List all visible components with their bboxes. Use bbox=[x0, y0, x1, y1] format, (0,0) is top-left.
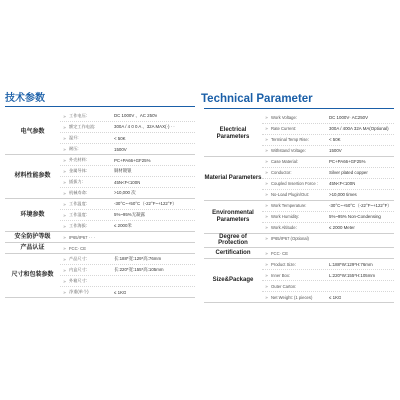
spec-rows bbox=[262, 248, 394, 258]
group-label: Material Parameters bbox=[204, 174, 262, 181]
group-label: Degree of Protection bbox=[218, 233, 248, 247]
bullet-arrow-icon: » bbox=[265, 137, 268, 142]
spec-value: ≤ 1KG bbox=[329, 294, 342, 300]
spec-label: 外箱尺寸: bbox=[69, 278, 87, 283]
spec-label: 耐压: bbox=[69, 146, 79, 151]
group-label: Environmental Parameters bbox=[212, 209, 254, 223]
bullet-arrow-icon: » bbox=[265, 294, 268, 300]
bullet-arrow-icon: » bbox=[265, 181, 268, 186]
spec-label: IP65/IP67 · · · bbox=[69, 234, 96, 240]
spec-row bbox=[60, 132, 195, 143]
bullet-arrow-icon: » bbox=[265, 250, 268, 256]
spec-label: Product Size: bbox=[271, 261, 296, 267]
spec-value: -30°C~+50°C（-22°F~+122°F） bbox=[329, 202, 392, 208]
spec-value: DC 1000V 、AC 250V bbox=[114, 113, 158, 118]
bullet-arrow-icon: » bbox=[63, 234, 66, 240]
bullet-arrow-icon: » bbox=[63, 135, 66, 141]
spec-value: 长:188*宽:129*高:76mm bbox=[114, 256, 162, 261]
spec-rows bbox=[262, 234, 394, 248]
bullet-arrow-icon: » bbox=[265, 214, 268, 219]
spec-label: Work Altitude: bbox=[271, 225, 297, 230]
bullet-arrow-icon: » bbox=[265, 170, 268, 175]
bullet-arrow-icon: » bbox=[63, 157, 66, 163]
spec-rows bbox=[262, 259, 394, 302]
spec-label: 温升: bbox=[69, 135, 79, 140]
spec-value: -30°C~+50°C（-22°F~+122°F） bbox=[114, 201, 177, 206]
spec-label: IP65/IP67 (Optional) bbox=[271, 236, 309, 241]
spec-group bbox=[204, 234, 394, 249]
spec-rows bbox=[60, 199, 195, 231]
spec-groups bbox=[5, 111, 195, 298]
chinese-spec-panel bbox=[5, 94, 195, 298]
spec-row bbox=[60, 176, 195, 187]
spec-label: 金属导体: bbox=[69, 168, 87, 173]
spec-label: Inner Box: bbox=[271, 272, 291, 278]
group-label: 产品认证 bbox=[20, 244, 45, 251]
bullet-arrow-icon: » bbox=[63, 223, 66, 229]
spec-value: DC 1000V· AC250V bbox=[329, 115, 369, 120]
bullet-arrow-icon: » bbox=[265, 225, 268, 230]
bullet-arrow-icon: » bbox=[63, 146, 66, 152]
bullet-arrow-icon: » bbox=[265, 115, 268, 120]
spec-group bbox=[5, 111, 195, 155]
spec-value: 5%~95%无凝露 bbox=[114, 212, 145, 217]
spec-row bbox=[262, 123, 394, 134]
spec-row bbox=[60, 254, 195, 264]
bullet-arrow-icon: » bbox=[63, 256, 66, 262]
spec-row bbox=[262, 157, 394, 167]
spec-row bbox=[262, 113, 394, 123]
spec-value: ≤ 2000米 bbox=[114, 223, 132, 228]
bullet-arrow-icon: » bbox=[265, 261, 268, 267]
spec-group bbox=[204, 201, 394, 234]
bullet-arrow-icon: » bbox=[63, 245, 66, 251]
spec-label: 内盒尺寸: bbox=[69, 267, 87, 272]
spec-label: 额定工作电流: bbox=[69, 124, 96, 129]
bullet-arrow-icon: » bbox=[265, 148, 268, 153]
bullet-arrow-icon: » bbox=[63, 124, 66, 130]
spec-row bbox=[60, 243, 195, 253]
bullet-arrow-icon: » bbox=[265, 272, 268, 278]
spec-label: 机械寿命: bbox=[69, 190, 87, 195]
spec-group bbox=[5, 232, 195, 243]
bullet-arrow-icon: » bbox=[63, 289, 66, 295]
spec-label: 外壳材料: bbox=[69, 157, 87, 162]
spec-rows bbox=[60, 243, 195, 253]
bullet-arrow-icon: » bbox=[63, 113, 66, 119]
spec-value: 5%~95% Non-Condensing bbox=[329, 214, 381, 219]
spec-row bbox=[262, 201, 394, 211]
spec-group bbox=[5, 243, 195, 254]
group-label: Electrical Parameters bbox=[216, 127, 250, 140]
spec-value: ≤ 1KG bbox=[114, 289, 127, 295]
panel-title-en: Technical Parameter bbox=[201, 93, 313, 105]
spec-label: Coupled Insertion Force : bbox=[271, 181, 319, 186]
title-divider bbox=[204, 108, 394, 109]
spec-row bbox=[262, 234, 394, 244]
spec-label: FCC· CE bbox=[271, 250, 288, 256]
spec-value: L:220*W:155*H:105mm bbox=[329, 272, 376, 278]
spec-group bbox=[204, 113, 394, 157]
spec-value: PC+PA66+GF25% bbox=[114, 157, 151, 163]
spec-row bbox=[60, 209, 195, 220]
spec-rows bbox=[262, 157, 394, 200]
spec-row bbox=[262, 269, 394, 280]
spec-value: ≤ 2000 Meter bbox=[329, 225, 355, 230]
spec-row bbox=[60, 111, 195, 121]
bullet-arrow-icon: » bbox=[63, 201, 66, 207]
spec-groups bbox=[204, 113, 394, 304]
bullet-arrow-icon: » bbox=[63, 278, 66, 284]
spec-rows bbox=[60, 232, 195, 242]
spec-value: 1500V bbox=[114, 146, 127, 152]
spec-value: 1500V bbox=[329, 148, 342, 153]
spec-rows bbox=[60, 155, 195, 198]
spec-row bbox=[60, 220, 195, 231]
spec-row bbox=[60, 187, 195, 198]
spec-group bbox=[204, 259, 394, 303]
spec-label: Work Humidity: bbox=[271, 214, 300, 219]
spec-value: 45N<F<100N bbox=[329, 181, 356, 186]
spec-rows bbox=[60, 111, 195, 154]
spec-label: 插拔力: bbox=[69, 179, 83, 184]
spec-label: Terminal Temp Rise: bbox=[271, 137, 309, 142]
spec-label: Rate Current: bbox=[271, 126, 297, 131]
spec-label: No-Load Plugin/Out: bbox=[271, 192, 309, 197]
spec-label: Outer Carton: bbox=[271, 283, 297, 289]
spec-value: L:188*W:129*H:76mm bbox=[329, 261, 373, 267]
spec-row bbox=[262, 145, 394, 156]
spec-row bbox=[262, 291, 394, 302]
spec-label: Net Weight: (1 pieces) bbox=[271, 294, 313, 300]
spec-row bbox=[262, 167, 394, 178]
spec-rows bbox=[60, 254, 195, 297]
bullet-arrow-icon: » bbox=[265, 159, 268, 164]
spec-row bbox=[262, 248, 394, 258]
spec-rows bbox=[262, 113, 394, 156]
spec-label: 工作温度: bbox=[69, 201, 87, 206]
spec-value: 铜材镀银 bbox=[114, 168, 132, 173]
spec-value: 300A / 4 0 0 A 、32A MAX(·) · · bbox=[114, 124, 175, 129]
spec-group bbox=[5, 199, 195, 232]
spec-row bbox=[60, 155, 195, 165]
spec-group bbox=[204, 157, 394, 201]
spec-row bbox=[262, 134, 394, 145]
group-label: 尺寸和包装参数 bbox=[11, 272, 54, 279]
spec-row bbox=[60, 165, 195, 176]
bullet-arrow-icon: » bbox=[63, 168, 66, 174]
spec-label: 净重(单个) bbox=[69, 289, 89, 294]
spec-value: >10,000 次 bbox=[114, 190, 136, 195]
spec-value: 300A / 400A 32A MA(Optional) bbox=[329, 126, 389, 131]
bullet-arrow-icon: » bbox=[63, 267, 66, 273]
spec-value: >10,000 times bbox=[329, 192, 357, 197]
spec-row bbox=[262, 178, 394, 189]
bullet-arrow-icon: » bbox=[63, 190, 66, 196]
spec-row bbox=[60, 232, 195, 242]
group-label: Certification bbox=[215, 249, 251, 256]
bullet-arrow-icon: » bbox=[63, 179, 66, 185]
spec-value: < 50K bbox=[114, 135, 126, 141]
spec-label: 工作电压: bbox=[69, 113, 87, 118]
spec-row bbox=[262, 222, 394, 233]
group-label: 安全防护等级 bbox=[14, 233, 51, 240]
bullet-arrow-icon: » bbox=[265, 283, 268, 289]
title-divider bbox=[5, 106, 195, 107]
spec-row bbox=[60, 275, 195, 286]
spec-value: Silver plated copper bbox=[329, 170, 368, 175]
spec-value: PC+PA66+GF25% bbox=[329, 159, 366, 164]
spec-value: 长:220*宽:155*高:105mm bbox=[114, 267, 164, 272]
spec-value: 45N<F<100N bbox=[114, 179, 141, 185]
spec-label: Conductor: bbox=[271, 170, 292, 175]
bullet-arrow-icon: » bbox=[265, 192, 268, 197]
spec-group bbox=[204, 248, 394, 259]
spec-row bbox=[60, 143, 195, 154]
spec-value: < 50K bbox=[329, 137, 341, 142]
english-spec-panel bbox=[201, 93, 394, 303]
group-label: Size&Package bbox=[212, 277, 254, 284]
spec-row bbox=[60, 286, 195, 297]
group-label: 环境参数 bbox=[20, 211, 45, 218]
group-label: 材料性能参数 bbox=[14, 173, 51, 180]
spec-row bbox=[262, 189, 394, 200]
spec-label: 工作海拔: bbox=[69, 223, 87, 228]
spec-rows bbox=[262, 201, 394, 233]
spec-label: 工作湿度: bbox=[69, 212, 87, 217]
spec-row bbox=[262, 259, 394, 269]
bullet-arrow-icon: » bbox=[265, 236, 268, 241]
spec-label: Work Temperature: bbox=[271, 203, 307, 208]
spec-group bbox=[5, 254, 195, 298]
spec-row bbox=[262, 211, 394, 222]
spec-row bbox=[262, 280, 394, 291]
bullet-arrow-icon: » bbox=[63, 212, 66, 218]
bullet-arrow-icon: » bbox=[265, 203, 268, 208]
panel-title-cn: 技术参数 bbox=[5, 93, 45, 104]
spec-label: Work Voltage: bbox=[271, 115, 297, 120]
bullet-arrow-icon: » bbox=[265, 126, 268, 131]
spec-label: FCC· CE bbox=[69, 245, 86, 251]
spec-row bbox=[60, 199, 195, 209]
group-label: 电气参数 bbox=[20, 129, 45, 136]
spec-label: 产品尺寸: bbox=[69, 256, 87, 261]
spec-group bbox=[5, 155, 195, 199]
spec-row bbox=[60, 264, 195, 275]
spec-row bbox=[60, 121, 195, 132]
spec-label: Case Material: bbox=[271, 159, 298, 164]
spec-label: Withstand Voltage: bbox=[271, 148, 306, 153]
